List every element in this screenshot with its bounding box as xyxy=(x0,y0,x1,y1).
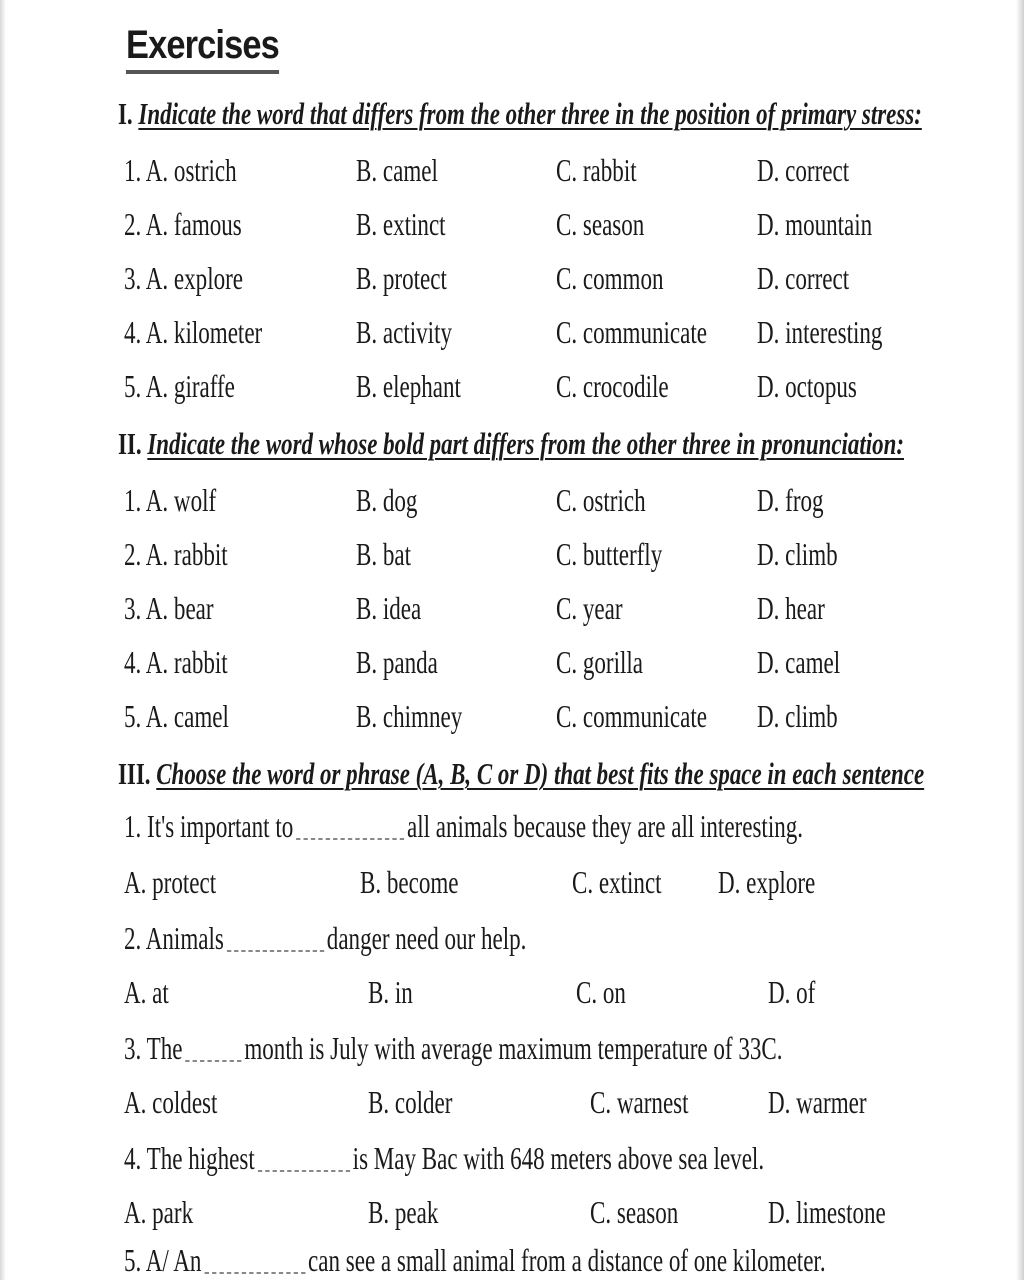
section-2-number: II. xyxy=(118,426,142,461)
answer-blank xyxy=(258,1169,350,1172)
question-stem xyxy=(124,806,803,846)
question-text-before: 4. The highest xyxy=(124,1140,255,1176)
option-c: C. season xyxy=(556,206,645,242)
option-c: C. common xyxy=(556,260,664,296)
question-text-after: all animals because they are all interesting. xyxy=(407,808,804,844)
answer-blank xyxy=(227,949,324,952)
question-stem xyxy=(124,918,526,958)
option-d: D. camel xyxy=(757,644,841,680)
option-a: 5. A. camel xyxy=(124,698,229,734)
option-b: B. dog xyxy=(356,482,418,518)
option-d: D. hear xyxy=(757,590,825,626)
option-c: C. communicate xyxy=(556,698,707,734)
option-b: B. elephant xyxy=(356,368,461,404)
option-a: A. coldest xyxy=(124,1084,218,1120)
answer-options-row xyxy=(0,1082,1024,1136)
option-b: B. idea xyxy=(356,590,422,626)
question-row xyxy=(0,642,1024,696)
page-title: Exercises xyxy=(126,22,279,74)
section-3-number: III. xyxy=(118,756,151,791)
option-a: 2. A. famous xyxy=(124,206,242,242)
section-1-number: I. xyxy=(118,96,133,131)
option-a: 2. A. rabbit xyxy=(124,536,228,572)
answer-options-row xyxy=(0,862,1024,916)
option-d: D. explore xyxy=(718,864,816,900)
option-a: A. protect xyxy=(124,864,217,900)
section-1-instruction: Indicate the word that differs from the other three in the position of primary stress: xyxy=(138,96,922,131)
question-stem xyxy=(124,1138,764,1178)
question-row xyxy=(0,150,1024,204)
option-d: D. climb xyxy=(757,698,838,734)
section-3-heading xyxy=(118,756,924,792)
option-b: B. protect xyxy=(356,260,447,296)
question-row xyxy=(0,258,1024,312)
question-text-after: can see a small animal from a distance of one kilometer. xyxy=(308,1242,826,1278)
section-1-heading xyxy=(118,96,922,132)
option-d: D. of xyxy=(768,974,816,1010)
option-c: C. gorilla xyxy=(556,644,644,680)
option-a: 5. A. giraffe xyxy=(124,368,235,404)
question-row xyxy=(0,312,1024,366)
answer-blank xyxy=(296,837,404,840)
option-a: 3. A. bear xyxy=(124,590,214,626)
option-d: D. climb xyxy=(757,536,838,572)
option-c: C. year xyxy=(556,590,623,626)
question-text-after: danger need our help. xyxy=(326,920,527,956)
option-b: B. activity xyxy=(356,314,452,350)
option-a: A. park xyxy=(124,1194,194,1230)
option-c: C. warnest xyxy=(590,1084,689,1120)
option-c: C. crocodile xyxy=(556,368,669,404)
option-c: C. on xyxy=(576,974,626,1010)
question-stem xyxy=(124,1240,826,1280)
option-d: D. octopus xyxy=(757,368,857,404)
option-d: D. limestone xyxy=(768,1194,886,1230)
option-a: A. at xyxy=(124,974,169,1010)
option-b: B. camel xyxy=(356,152,438,188)
option-b: B. become xyxy=(360,864,459,900)
question-row xyxy=(0,588,1024,642)
question-text-after: month is July with average maximum temperature of 33C. xyxy=(244,1030,783,1066)
question-text-before: 1. It's important to xyxy=(124,808,294,844)
option-c: C. communicate xyxy=(556,314,707,350)
question-row xyxy=(0,534,1024,588)
answer-options-row xyxy=(0,972,1024,1026)
option-c: C. ostrich xyxy=(556,482,646,518)
option-b: B. extinct xyxy=(356,206,446,242)
option-b: B. bat xyxy=(356,536,412,572)
option-b: B. chimney xyxy=(356,698,463,734)
question-stem xyxy=(124,1028,782,1068)
question-row xyxy=(0,204,1024,258)
option-c: C. extinct xyxy=(572,864,662,900)
option-a: 3. A. explore xyxy=(124,260,244,296)
option-c: C. butterfly xyxy=(556,536,663,572)
option-d: D. frog xyxy=(757,482,824,518)
option-b: B. panda xyxy=(356,644,438,680)
option-b: B. colder xyxy=(368,1084,453,1120)
question-text-before: 5. A/ An xyxy=(124,1242,202,1278)
option-d: D. mountain xyxy=(757,206,873,242)
option-c: C. rabbit xyxy=(556,152,637,188)
option-b: B. peak xyxy=(368,1194,439,1230)
answer-blank xyxy=(204,1271,305,1274)
option-a: 4. A. rabbit xyxy=(124,644,228,680)
question-row xyxy=(0,366,1024,420)
question-row xyxy=(0,480,1024,534)
question-row xyxy=(0,696,1024,750)
option-d: D. interesting xyxy=(757,314,883,350)
option-a: 1. A. wolf xyxy=(124,482,217,518)
option-b: B. in xyxy=(368,974,413,1010)
option-d: D. correct xyxy=(757,152,850,188)
section-2-heading xyxy=(118,426,904,462)
option-c: C. season xyxy=(590,1194,679,1230)
option-a: 4. A. kilometer xyxy=(124,314,263,350)
answer-options-row xyxy=(0,1192,1024,1246)
option-d: D. warmer xyxy=(768,1084,867,1120)
option-d: D. correct xyxy=(757,260,850,296)
question-text-before: 3. The xyxy=(124,1030,183,1066)
question-text-before: 2. Animals xyxy=(124,920,224,956)
question-text-after: is May Bac with 648 meters above sea level. xyxy=(352,1140,765,1176)
section-3-instruction: Choose the word or phrase (A, B, C or D) that best fits the space in each sentence xyxy=(156,756,925,791)
section-2-instruction: Indicate the word whose bold part differs from the other three in pronunciation: xyxy=(147,426,905,461)
option-a: 1. A. ostrich xyxy=(124,152,237,188)
answer-blank xyxy=(185,1059,241,1062)
